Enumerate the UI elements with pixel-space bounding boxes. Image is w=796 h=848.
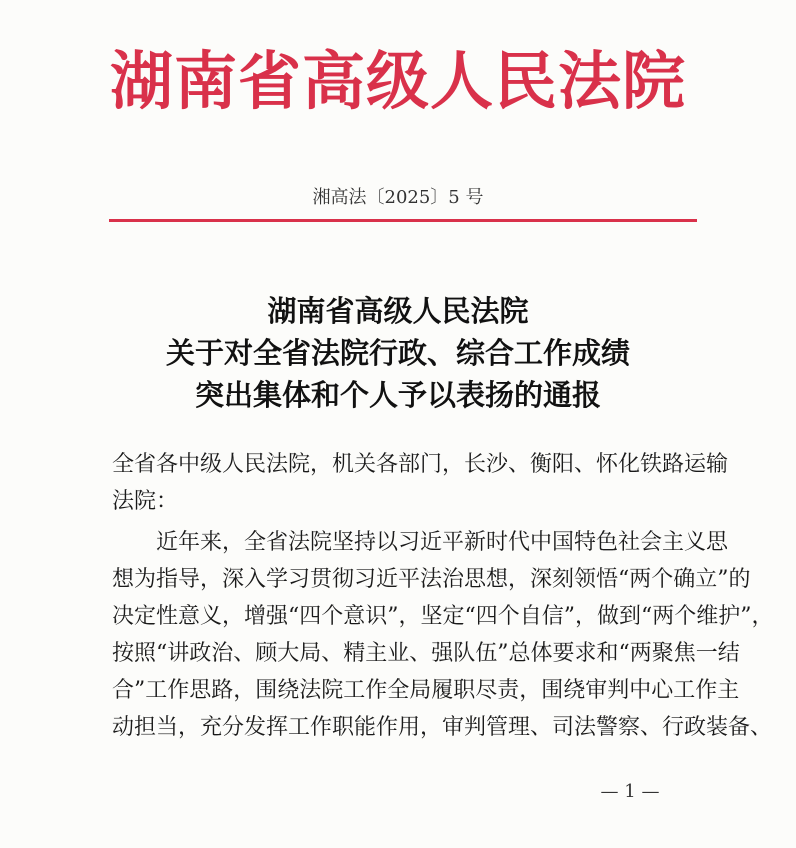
title-line-3: 突出集体和个人予以表扬的通报: [194, 378, 601, 412]
red-divider-line: [109, 219, 697, 222]
issuing-organization-header: 湖南省高级人民法院: [110, 45, 686, 118]
page-number: — 1 —: [600, 781, 660, 802]
title-line-2: 关于对全省法院行政、综合工作成绩: [165, 336, 630, 370]
document-title: [0, 290, 796, 416]
document-number: 湘高法〔2025〕5 号: [312, 187, 484, 208]
body-paragraph: [112, 524, 774, 746]
salutation-line-1: 全省各中级人民法院，机关各部门，长沙、衡阳、怀化铁路运输: [112, 452, 729, 477]
paragraph-line-5: 合”工作思路，围绕法院工作全局履职尽责，围绕审判中心工作主: [112, 678, 740, 703]
paragraph-line-4: 按照“讲政治、顾大局、精主业、强队伍”总体要求和“两聚焦一结: [112, 641, 740, 666]
title-line-1: 湖南省高级人民法院: [267, 294, 529, 328]
paragraph-line-6: 动担当，充分发挥工作职能作用，审判管理、司法警察、行政装备、: [112, 715, 773, 740]
paragraph-line-1: 近年来，全省法院坚持以习近平新时代中国特色社会主义思: [156, 530, 729, 555]
paragraph-line-2: 想为指导，深入学习贯彻习近平法治思想，深刻领悟“两个确立”的: [112, 567, 751, 592]
paragraph-line-3: 决定性意义，增强“四个意识”，坚定“四个自信”，做到“两个维护”，: [112, 604, 774, 629]
salutation-line-2: 法院：: [112, 489, 179, 514]
salutation: [112, 446, 729, 520]
